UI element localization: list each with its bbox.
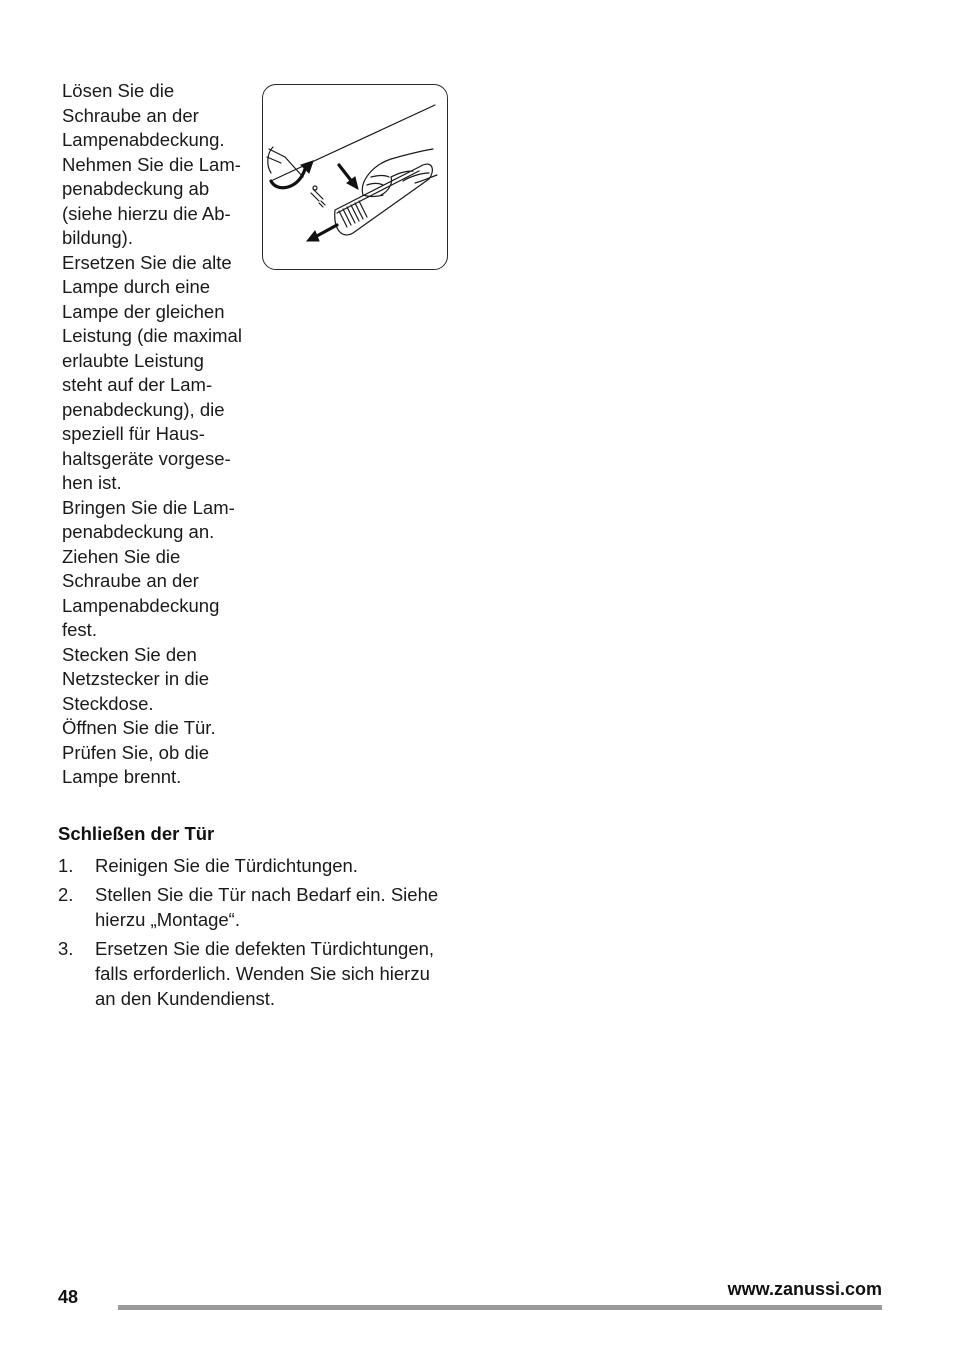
list-item (58, 853, 458, 878)
instruction-line: Lampe durch eine (62, 276, 211, 297)
instruction-line: penabdeckung), die (62, 398, 225, 420)
website-link[interactable]: www.zanussi.com (727, 1279, 882, 1299)
instruction-line: speziell für Haus- (62, 423, 205, 444)
instruction-line: Ziehen Sie die (62, 545, 181, 567)
instruction-line: Bringen Sie die Lam- (62, 496, 235, 518)
instruction-line: Prüfen Sie, ob die (62, 741, 210, 763)
instruction-line: fest. (62, 619, 97, 640)
step-text: an den Kundendienst. (95, 988, 276, 1009)
section-heading: Schließen der Tür (58, 823, 215, 844)
instruction-line: Nehmen Sie die Lam- (62, 153, 241, 175)
step-number: 3. (58, 938, 74, 959)
step-text: Stellen Sie die Tür nach Bedarf ein. Siehe (95, 884, 439, 905)
instruction-line: Schraube an der (62, 104, 199, 126)
step-text: falls erforderlich. Wenden Sie sich hierzu (95, 963, 430, 984)
instruction-line: penabdeckung ab (62, 178, 210, 199)
lamp-cover-illustration-icon (263, 85, 449, 271)
instruction-line: Steckdose. (62, 692, 154, 714)
step-number: 1. (58, 855, 74, 876)
page-number: 48 (58, 1287, 79, 1307)
instruction-line: penabdeckung an. (62, 521, 215, 542)
instruction-line: erlaubte Leistung (62, 349, 204, 371)
step-number: 2. (58, 884, 74, 905)
instruction-line: Stecken Sie den (62, 643, 197, 665)
instruction-line: Ersetzen Sie die alte (62, 251, 232, 273)
instruction-line: Netzstecker in die (62, 668, 210, 689)
instruction-line: Lampenabdeckung. (62, 129, 225, 150)
instruction-line: steht auf der Lam- (62, 374, 213, 395)
step-list (58, 853, 458, 1015)
list-item (58, 936, 458, 1011)
list-item (58, 882, 458, 932)
instruction-line: Leistung (die maximal (62, 325, 242, 346)
instruction-line: Lampe der gleichen (62, 300, 225, 322)
instruction-line: Lampe brennt. (62, 766, 182, 787)
step-text: Ersetzen Sie die defekten Türdichtungen, (95, 938, 435, 959)
instruction-line: Öffnen Sie die Tür. (62, 717, 216, 738)
instruction-line: Lampenabdeckung (62, 594, 220, 616)
instruction-line: Lösen Sie die (62, 80, 175, 101)
instruction-line: bildung). (62, 227, 133, 248)
step-text: hierzu „Montage“. (95, 909, 240, 930)
instruction-line: hen ist. (62, 472, 122, 493)
step-text: Reinigen Sie die Türdichtungen. (95, 855, 358, 876)
footer-divider (118, 1305, 882, 1310)
instruction-text (62, 79, 262, 790)
instruction-line: Schraube an der (62, 570, 199, 591)
instruction-line: (siehe hierzu die Ab- (62, 202, 231, 224)
instruction-line: haltsgeräte vorgese- (62, 447, 231, 469)
lamp-cover-figure (262, 84, 448, 270)
